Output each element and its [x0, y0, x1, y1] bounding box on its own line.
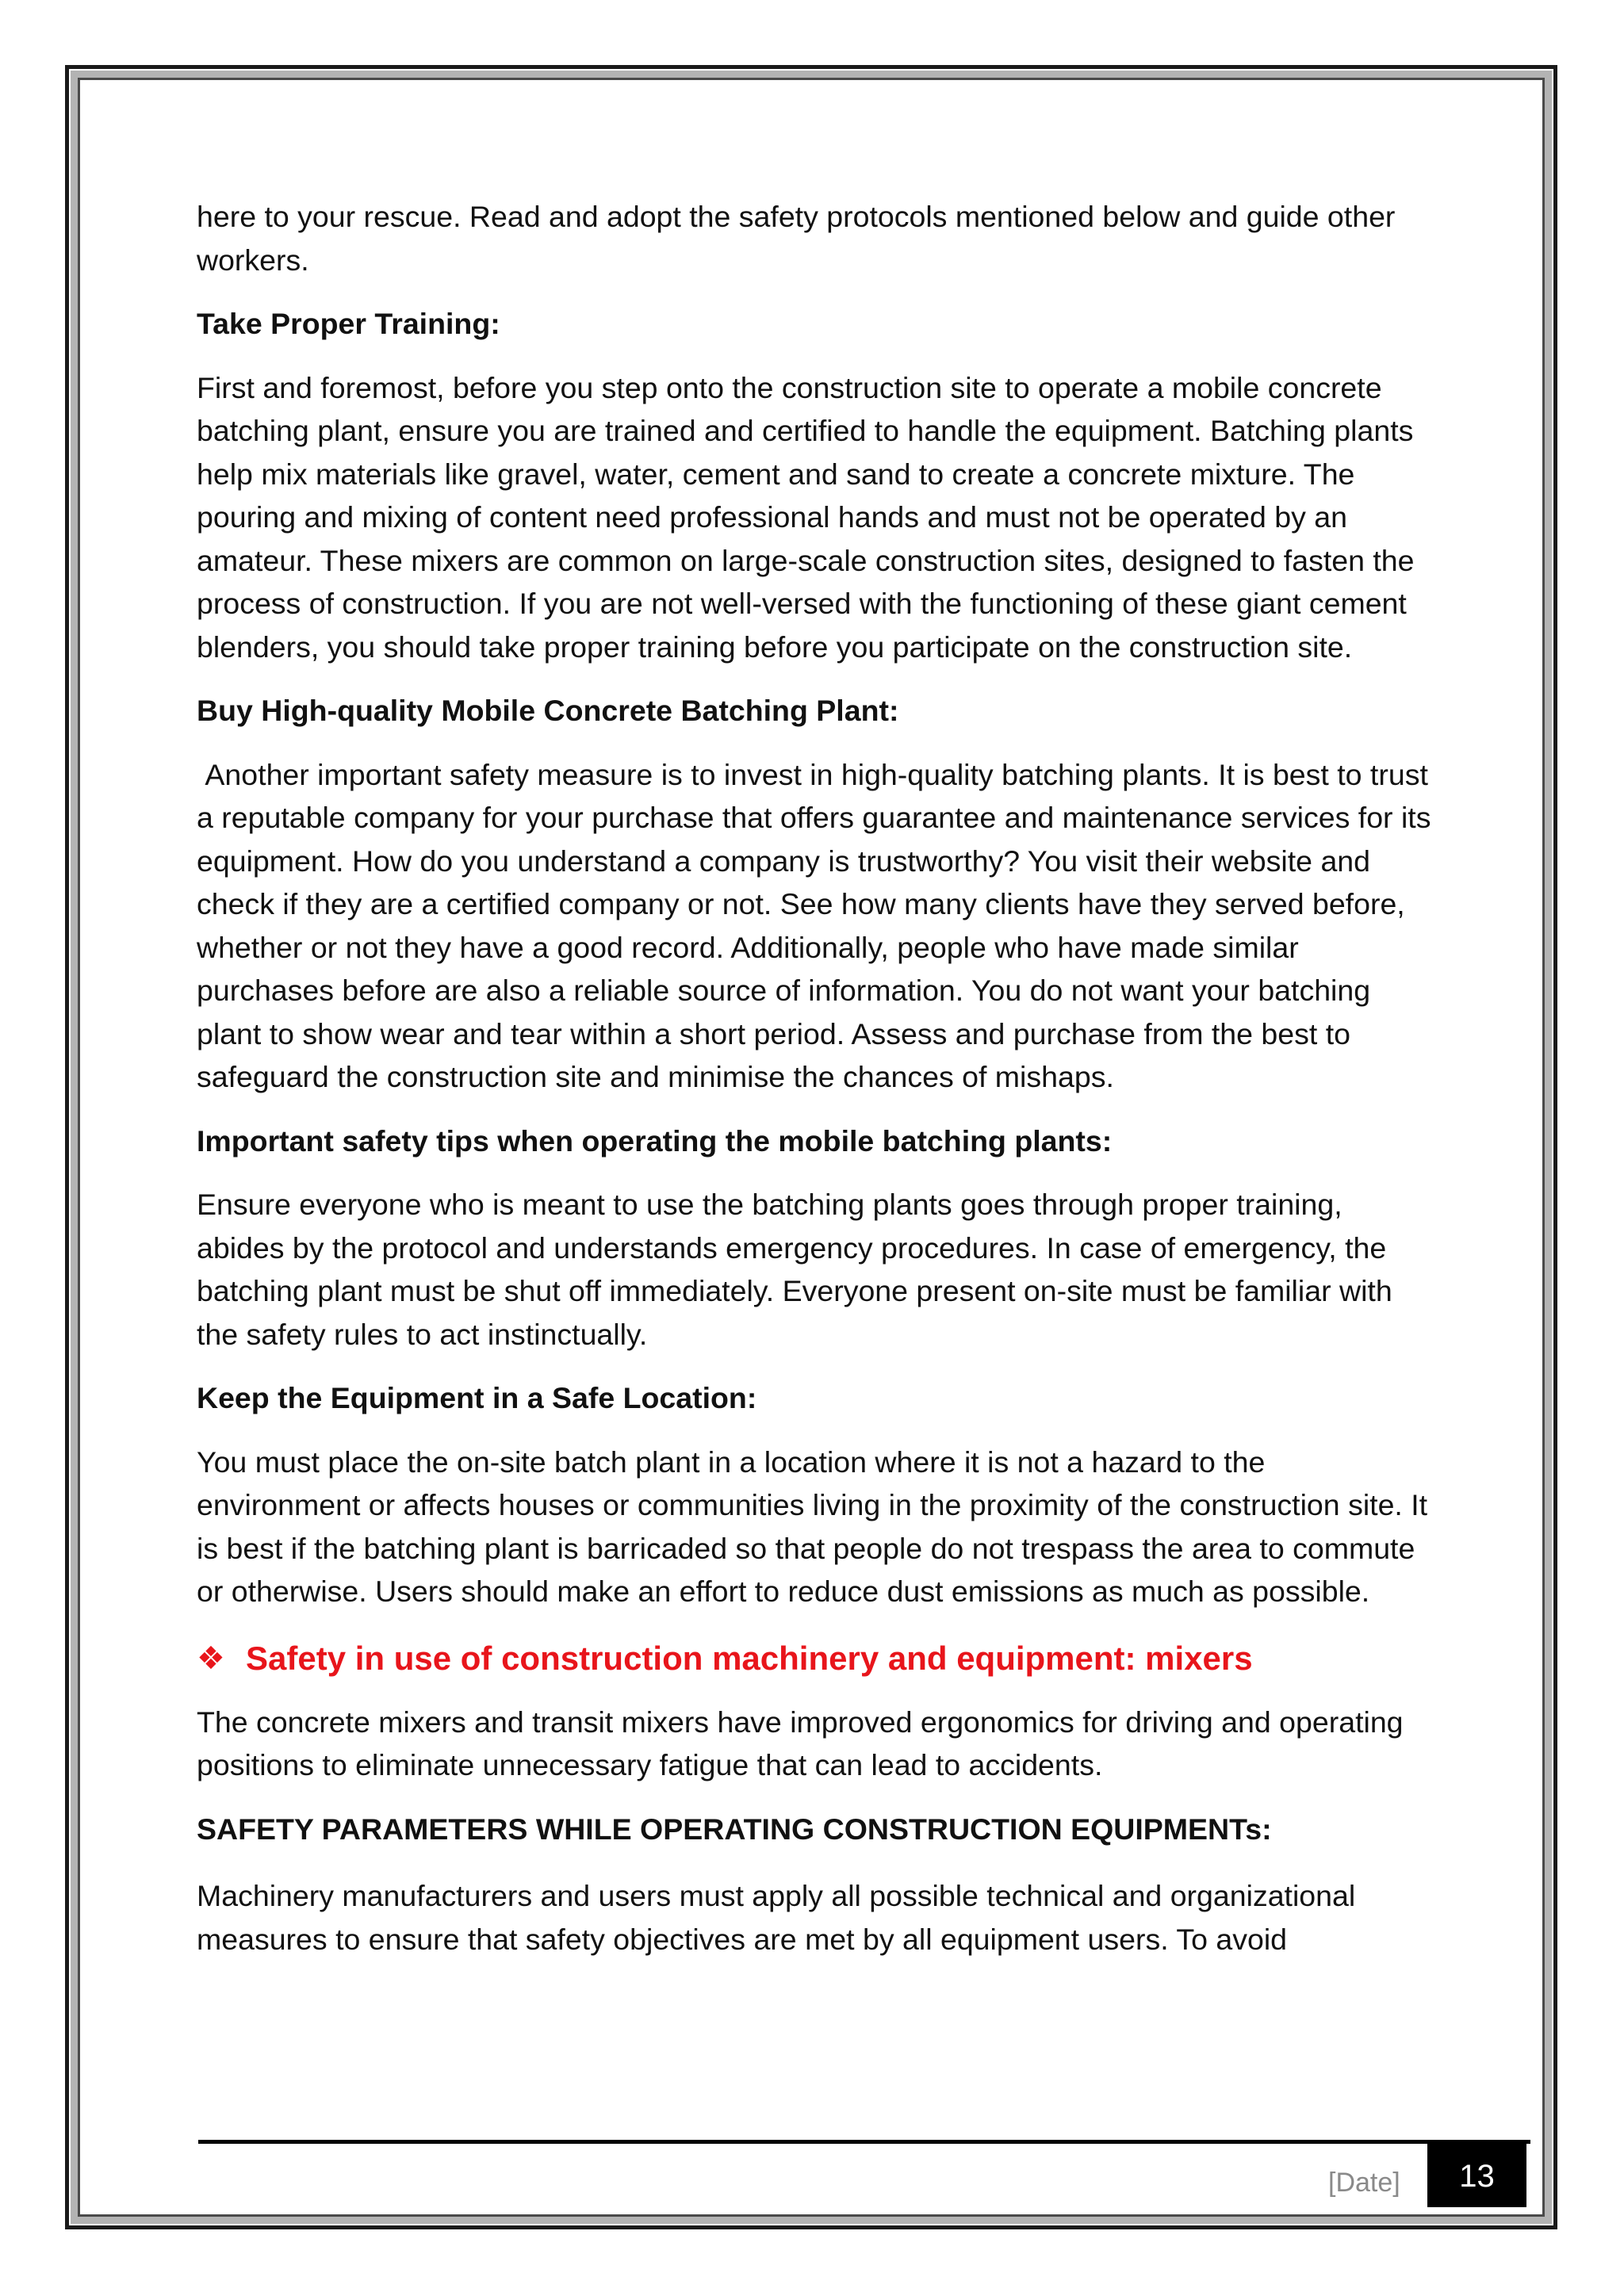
page-number: 13 — [1427, 2142, 1526, 2207]
paragraph-safe-location: You must place the on-site batch plant in a location where it is not a hazard to the environment or affects houses or communities living in the proximity of the construction site. It is best if the batching plant is barricaded so that people do not trespass the area to commute or otherwise. Users should make an effort to reduce dust emissions as much as possible. — [197, 1445, 1428, 1608]
paragraph-rescue-continuation: here to your rescue. Read and adopt the safety protocols mentioned below and guide other workers. — [197, 200, 1396, 277]
heading-take-proper-training: Take Proper Training: — [197, 307, 500, 340]
paragraph-buy-quality: Another important safety measure is to invest in high-quality batching plants. It is best to trust a reputable company for your purchase that offers guarantee and maintenance services for its equipment. How do you understand a company is trustworthy? You visit their website and check if they are a certified company or not. See how many clients have they served before, whether or not they have a good record. Additionally, people who have made similar purchases before are also a reliable source of information. You do not want your batching plant to show wear and tear within a short period. Assess and purchase from the best to safeguard the construction site and minimise the chances of mishaps. — [197, 757, 1439, 1093]
section-title-text: Safety in use of construction machinery and equipment: mixers — [246, 1639, 1253, 1677]
document-body — [197, 195, 1439, 1981]
paragraph-training: First and foremost, before you step onto the construction site to operate a mobile concrete batching plant, ensure you are trained and certified to handle the equipment. Batching plants help mix materials like gravel, water, cement and sand to create a concrete mixture. The pouring and mixing of content need professional hands and must not be operated by an amateur. These mixers are common on large-scale construction sites, designed to fasten the process of construction. If you are not well-versed with the functioning of these giant cement blenders, you should take proper training before you participate on the construction site. — [197, 370, 1415, 664]
section-title-mixers — [197, 1637, 1434, 1680]
paragraph-safety-tips: Ensure everyone who is meant to use the batching plants goes through proper training, abides by the protocol and understands emergency procedures. In case of emergency, the batching plant must be shut off immediately. Everyone present on-site must be familiar with the safety rules to act instinctually. — [197, 1188, 1392, 1351]
paragraph-mixers-ergonomics: The concrete mixers and transit mixers have improved ergonomics for driving and operating positions to eliminate unnecessary fatigue that can lead to accidents. — [197, 1705, 1404, 1781]
heading-important-safety-tips: Important safety tips when operating the mobile batching plants: — [197, 1123, 1113, 1158]
paragraph-machinery-manufacturers: Machinery manufacturers and users must apply all possible technical and organizational measures to ensure that safety objectives are met by all equipment users. To avoid — [197, 1879, 1356, 1956]
heading-safe-location: Keep the Equipment in a Safe Location: — [197, 1381, 757, 1414]
footer-rule — [198, 2140, 1530, 2144]
footer-date: [Date] — [1328, 2168, 1400, 2198]
diamond-bullet-icon: ❖ — [197, 1640, 225, 1676]
heading-buy-high-quality-plant: Buy High-quality Mobile Concrete Batching Plant: — [197, 694, 899, 727]
heading-safety-parameters: SAFETY PARAMETERS WHILE OPERATING CONSTRUCTION EQUIPMENTs: — [197, 1812, 1272, 1846]
